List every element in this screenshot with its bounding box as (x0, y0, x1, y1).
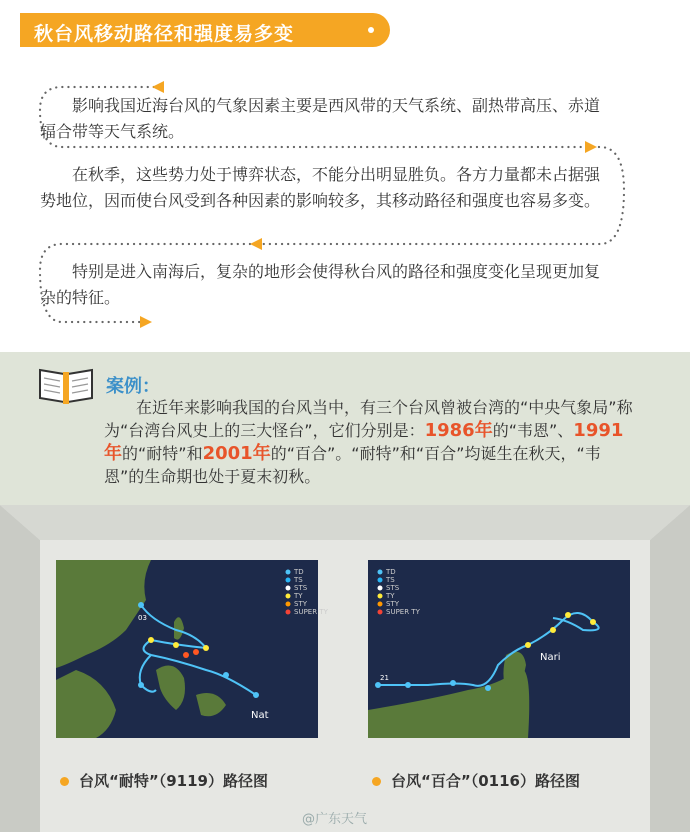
typhoon-nat-map (56, 560, 328, 738)
case-text: 在近年来影响我国的台风当中，有三个台风曾被台湾的“中央气象局”称为“台湾台风史上的三大怪台”，它们分别是：1986年的“韦恩”、1991年的“耐特”和2001年的“百合”。“耐特”和“百合”均诞生在秋天，“韦恩”的生命期也处于夏末初秋。 (104, 398, 633, 486)
svg-text:STS: STS (294, 584, 308, 592)
svg-text:TS: TS (386, 576, 395, 584)
case-title: 案例： (106, 376, 160, 397)
watermark: @广东天气 (302, 812, 368, 827)
svg-text:TY: TY (386, 592, 395, 600)
arrow-icon (140, 316, 152, 328)
paragraph-1: 影响我国近海台风的气象因素主要是西风带的天气系统、副热带高压、赤道辐合带等天气系统。 (40, 96, 601, 141)
typhoon-nat-track-map (56, 560, 328, 738)
map-caption-nat: 台风“耐特”（9119）路径图 (60, 770, 268, 791)
svg-text:TY: TY (294, 592, 303, 600)
svg-text:SUPER TY: SUPER TY (294, 608, 328, 616)
section-title: 秋台风移动路径和强度易多变 (34, 23, 295, 45)
paragraph-2: 在秋季，这些势力处于博弈状态，不能分出明显胜负。各方力量都未占据强势地位，因而使台风受到各种因素的影响较多，其移动路径和强度也容易多变。 (40, 165, 601, 210)
svg-text:TD: TD (294, 568, 304, 576)
storm-label-nat: Nat (251, 710, 269, 721)
year-1986: 1986年 (424, 420, 493, 441)
arrow-icon (250, 238, 262, 250)
svg-text:21: 21 (380, 674, 389, 682)
svg-text:TS: TS (294, 576, 303, 584)
bullet-icon (60, 777, 69, 786)
bullet-icon (372, 777, 381, 786)
arrow-icon (152, 81, 164, 93)
year-2001: 2001年 (202, 443, 271, 464)
map-caption-nari: 台风“百合”（0116）路径图 (372, 770, 580, 791)
storm-label-nari: Nari (540, 652, 561, 663)
svg-text:STY: STY (386, 600, 399, 608)
svg-text:STY: STY (294, 600, 307, 608)
svg-text:03: 03 (138, 614, 147, 622)
year-1991: 1991年 (104, 420, 624, 464)
paragraph-3: 特别是进入南海后，复杂的地形会使得秋台风的路径和强度变化呈现更加复杂的特征。 (40, 262, 601, 307)
typhoon-nari-track-map (368, 560, 630, 738)
typhoon-nari-map (368, 560, 630, 738)
svg-text:TD: TD (386, 568, 396, 576)
svg-text:STS: STS (386, 584, 400, 592)
svg-text:SUPER TY: SUPER TY (386, 608, 420, 616)
book-icon (36, 364, 96, 406)
